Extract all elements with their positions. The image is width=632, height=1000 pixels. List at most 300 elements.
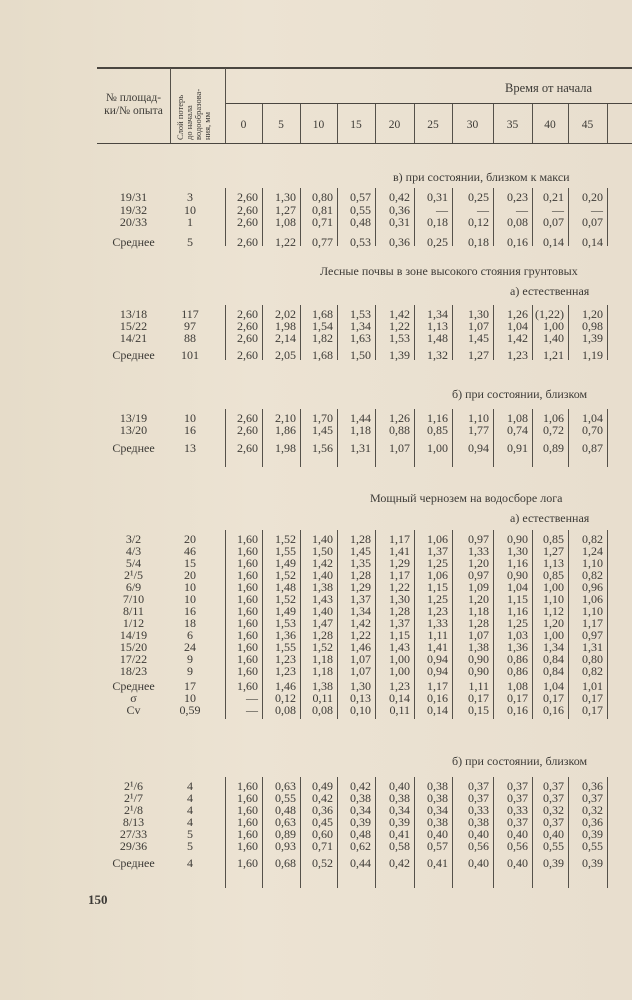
table-row-value: 1,34 <box>350 319 371 333</box>
average-row-label: Среднее <box>112 235 155 249</box>
table-row-label: 18/23 <box>119 664 148 678</box>
table-row-loss: 3 <box>187 190 193 204</box>
table-row-value: 1,82 <box>312 331 333 345</box>
average-row-value: 1,19 <box>582 348 603 362</box>
stat-row-value: 0,16 <box>507 703 528 717</box>
table-row-value: 1,37 <box>427 544 448 558</box>
table-row-value: 1,16 <box>427 411 448 425</box>
stat-row-value: 0,17 <box>468 691 489 705</box>
average-row-value: 1,04 <box>543 679 564 693</box>
table-row-value: 1,22 <box>350 628 371 642</box>
table-row-value: 0,84 <box>543 664 564 678</box>
table-row-label: 2¹/8 <box>124 803 143 817</box>
average-row-value: 0,41 <box>427 856 448 870</box>
col-header-losses: Слой потерь до начала водообразова- ния, мм <box>175 88 212 140</box>
table-row-label: 1/12 <box>122 616 145 630</box>
table-row-value: 1,13 <box>543 556 564 570</box>
table-row-value: 1,06 <box>427 568 448 582</box>
time-header: Время от начала <box>505 81 593 95</box>
table-row-value: 0,63 <box>275 779 296 793</box>
table-row-value: 1,60 <box>237 664 258 678</box>
table-row-value: 0,40 <box>468 827 489 841</box>
header-vline <box>225 68 226 143</box>
time-col-header: 10 <box>312 119 325 131</box>
table-row-label: 2¹/5 <box>124 568 143 582</box>
average-row-value: 1,27 <box>468 348 489 362</box>
table-row-value: 1,60 <box>237 779 258 793</box>
header-top-rule <box>97 67 632 69</box>
table-row-value: 1,07 <box>350 652 371 666</box>
stat-row-value: 0,17 <box>582 703 603 717</box>
table-row-value: 1,18 <box>312 652 333 666</box>
average-row-value: 0,77 <box>312 235 333 249</box>
table-row-value: 0,07 <box>543 215 564 229</box>
average-row-value: 1,68 <box>312 348 333 362</box>
table-row-value: (1,22) <box>535 307 564 321</box>
time-col-header: 20 <box>388 119 401 131</box>
table-row-value: 0,55 <box>275 791 296 805</box>
table-row-value: 1,22 <box>389 319 410 333</box>
table-row-value: 0,72 <box>543 423 564 437</box>
stat-row-value: 0,12 <box>275 691 296 705</box>
average-row-value: 0,40 <box>468 856 489 870</box>
table-row-value: 0,90 <box>468 652 489 666</box>
table-row-value: 1,60 <box>237 556 258 570</box>
table-row-value: 0,60 <box>312 827 333 841</box>
table-row-loss: 20 <box>184 532 196 546</box>
table-row-value: 1,07 <box>468 628 489 642</box>
table-row-value: 1,60 <box>237 628 258 642</box>
table-row-value: 0,81 <box>312 203 333 217</box>
average-row-value: 1,32 <box>427 348 448 362</box>
table-row-value: 0,98 <box>582 319 603 333</box>
table-row-value: 1,18 <box>312 664 333 678</box>
table-row-value: 0,37 <box>507 779 528 793</box>
table-row-value: 1,98 <box>275 319 296 333</box>
table-row-value: 0,34 <box>427 803 448 817</box>
table-row-label: 13/18 <box>119 307 148 321</box>
table-row-value: 1,33 <box>427 616 448 630</box>
table-row-value: — <box>591 203 603 217</box>
average-row-label: Среднее <box>112 856 155 870</box>
stat-row-label: σ <box>130 691 137 705</box>
table-row-value: 1,52 <box>275 568 296 582</box>
table-row-value: 0,08 <box>507 215 528 229</box>
table-row-value: 1,26 <box>389 411 410 425</box>
table-row-value: 1,17 <box>389 532 410 546</box>
average-row-value: 0,14 <box>543 235 564 249</box>
stat-row-value: 0,16 <box>427 691 448 705</box>
table-row-value: 1,45 <box>468 331 489 345</box>
table-row-loss: 9 <box>187 664 193 678</box>
average-row-loss: 13 <box>184 441 196 455</box>
table-row-label: 3/2 <box>125 532 142 546</box>
table-row-value: 1,06 <box>543 411 564 425</box>
average-row-value: 0,52 <box>312 856 333 870</box>
table-row-value: 0,45 <box>312 815 333 829</box>
table-row-value: 1,60 <box>237 580 258 594</box>
table-row-value: 1,12 <box>543 604 564 618</box>
average-row-value: 2,60 <box>237 235 258 249</box>
table-row-value: 0,85 <box>543 532 564 546</box>
table-row-value: 0,90 <box>468 664 489 678</box>
table-row-value: 1,03 <box>507 628 528 642</box>
table-row-value: 1,53 <box>389 331 410 345</box>
table-row-loss: 5 <box>187 839 193 853</box>
table-row-value: 0,38 <box>468 815 489 829</box>
table-row-value: 1,43 <box>312 592 333 606</box>
table-row-value: 0,36 <box>389 203 410 217</box>
table-row-value: 1,49 <box>275 556 296 570</box>
table-row-value: 0,39 <box>350 815 371 829</box>
table-row-loss: 6 <box>187 628 193 642</box>
table-row-value: 0,49 <box>312 779 333 793</box>
table-row-value: 1,23 <box>275 664 296 678</box>
table-row-value: 1,40 <box>543 331 564 345</box>
table-row-value: 1,24 <box>582 544 603 558</box>
table-row-value: 1,38 <box>468 640 489 654</box>
table-row-loss: 4 <box>187 815 193 829</box>
stat-row-value: 0,08 <box>275 703 296 717</box>
average-row-value: 0,87 <box>582 441 603 455</box>
table-row-value: 1,16 <box>507 556 528 570</box>
table-row-value: 0,96 <box>582 580 603 594</box>
table-row-value: 0,57 <box>427 839 448 853</box>
stat-row-loss: 0,59 <box>179 703 201 717</box>
table-row-value: 1,00 <box>543 319 564 333</box>
table-row-value: 1,48 <box>427 331 448 345</box>
table-row-value: 0,56 <box>468 839 489 853</box>
table-row-label: 7/10 <box>122 592 145 606</box>
table-row-value: 1,60 <box>237 791 258 805</box>
table-row-label: 8/13 <box>122 815 145 829</box>
average-row-loss: 5 <box>187 235 193 249</box>
average-row-value: 0,42 <box>389 856 410 870</box>
table-row-value: 1,17 <box>389 568 410 582</box>
time-col-header: 0 <box>240 119 247 131</box>
table-row-value: 0,58 <box>389 839 410 853</box>
table-row-value: 0,12 <box>468 215 489 229</box>
average-row-value: 1,07 <box>389 441 410 455</box>
table-row-label: 14/19 <box>119 628 148 642</box>
table-row-value: 2,60 <box>237 203 258 217</box>
table-row-value: 1,10 <box>582 556 603 570</box>
table-row-value: 0,74 <box>507 423 528 437</box>
table-row-value: 1,86 <box>275 423 296 437</box>
stat-row-value: 0,10 <box>350 703 371 717</box>
table-row-value: 0,38 <box>427 779 448 793</box>
stat-row-value: — <box>246 703 258 717</box>
table-row-value: 0,97 <box>582 628 603 642</box>
table-row-value: 1,08 <box>507 411 528 425</box>
average-row-value: 1,60 <box>237 856 258 870</box>
table-row-value: 0,80 <box>582 652 603 666</box>
table-row-value: 1,11 <box>427 628 448 642</box>
table-row-loss: 88 <box>184 331 196 345</box>
table-row-value: 1,34 <box>350 604 371 618</box>
table-row-value: 0,82 <box>582 532 603 546</box>
table-row-value: 1,60 <box>237 640 258 654</box>
table-row-value: 1,25 <box>507 616 528 630</box>
table-row-value: — <box>516 203 528 217</box>
table-row-loss: 5 <box>187 827 193 841</box>
table-row-value: 2,60 <box>237 423 258 437</box>
table-row-value: 1,44 <box>350 411 371 425</box>
table-row-label: 2¹/6 <box>124 779 143 793</box>
table-row-value: 0,97 <box>468 532 489 546</box>
table-row-value: 1,60 <box>237 592 258 606</box>
average-row-value: 0,44 <box>350 856 371 870</box>
table-row-value: 1,25 <box>427 592 448 606</box>
average-row-value: 1,39 <box>389 348 410 362</box>
average-row-value: 1,08 <box>507 679 528 693</box>
stat-row-value: 0,17 <box>507 691 528 705</box>
table-row-value: 1,60 <box>237 652 258 666</box>
table-row-value: 1,20 <box>468 592 489 606</box>
table-row-value: 0,33 <box>468 803 489 817</box>
table-row-loss: 46 <box>184 544 196 558</box>
average-row-value: 0,53 <box>350 235 371 249</box>
table-row-value: 1,30 <box>275 190 296 204</box>
average-row-value: 1,23 <box>389 679 410 693</box>
table-row-loss: 24 <box>184 640 196 654</box>
stat-row-value: 0,15 <box>468 703 489 717</box>
table-row-value: 2,60 <box>237 411 258 425</box>
table-row-value: 1,28 <box>350 568 371 582</box>
table-row-value: 0,40 <box>507 827 528 841</box>
table-row-value: 0,70 <box>582 423 603 437</box>
table-row-value: 0,31 <box>389 215 410 229</box>
table-row-value: 0,62 <box>350 839 371 853</box>
table-row-value: 1,10 <box>543 592 564 606</box>
table-row-value: 1,04 <box>507 319 528 333</box>
table-row-label: 19/32 <box>119 203 148 217</box>
table-row-value: 0,97 <box>468 568 489 582</box>
table-row-label: 5/4 <box>125 556 142 570</box>
table-row-value: 2,14 <box>275 331 296 345</box>
table-row-label: 15/22 <box>119 319 148 333</box>
table-row-value: 1,55 <box>275 640 296 654</box>
table-row-value: 1,06 <box>582 592 603 606</box>
section-subtitle: а) естественная <box>510 511 590 525</box>
table-row-value: 0,37 <box>543 779 564 793</box>
header-bottom-rule <box>97 143 632 144</box>
average-row-value: 1,21 <box>543 348 564 362</box>
table-row-loss: 4 <box>187 803 193 817</box>
table-row-value: 2,60 <box>237 319 258 333</box>
table-row-loss: 18 <box>184 616 196 630</box>
table-row-value: 1,33 <box>468 544 489 558</box>
table-row-value: 1,31 <box>582 640 603 654</box>
section-subtitle: а) естественная <box>510 284 590 298</box>
table-row-value: 0,21 <box>543 190 564 204</box>
table-row-value: 1,60 <box>237 839 258 853</box>
table-row-value: 0,40 <box>427 827 448 841</box>
table-row-loss: 4 <box>187 791 193 805</box>
average-row-value: 1,23 <box>507 348 528 362</box>
table-row-value: 2,60 <box>237 215 258 229</box>
table-row-value: 0,37 <box>582 791 603 805</box>
table-row-loss: 117 <box>181 307 199 321</box>
average-row-value: 1,56 <box>312 441 333 455</box>
average-row-value: 0,39 <box>543 856 564 870</box>
table-row-value: 1,17 <box>582 616 603 630</box>
table-row-value: 0,80 <box>312 190 333 204</box>
average-row-value: 0,40 <box>507 856 528 870</box>
section-title: Лесные почвы в зоне высокого стояния грунтовых <box>320 264 578 278</box>
table-row-value: 2,10 <box>275 411 296 425</box>
section-subtitle: в) при состоянии, близком к макси <box>393 170 570 184</box>
table-row-loss: 20 <box>184 568 196 582</box>
table-row-value: 0,38 <box>427 791 448 805</box>
table-row-value: 0,39 <box>389 815 410 829</box>
table-row-label: 8/11 <box>123 604 144 618</box>
table-row-value: 0,94 <box>427 652 448 666</box>
table-row-value: 1,28 <box>350 532 371 546</box>
table-row-value: 1,20 <box>468 556 489 570</box>
column-rule <box>607 305 608 360</box>
table-row-loss: 10 <box>184 411 196 425</box>
time-subheader-rule <box>225 103 632 104</box>
table-row-value: 1,28 <box>312 628 333 642</box>
table-row-value: 2,60 <box>237 307 258 321</box>
table-row-loss: 15 <box>184 556 196 570</box>
average-row-value: 1,60 <box>237 679 258 693</box>
average-row-value: 1,11 <box>468 679 489 693</box>
table-row-value: 1,07 <box>468 319 489 333</box>
table-row-value: 1,52 <box>275 532 296 546</box>
average-row-value: 1,01 <box>582 679 603 693</box>
table-row-value: 2,60 <box>237 331 258 345</box>
table-row-value: 1,50 <box>312 544 333 558</box>
table-row-value: 0,56 <box>507 839 528 853</box>
column-rule <box>607 530 608 719</box>
table-row-value: 1,23 <box>275 652 296 666</box>
table-row-value: 1,25 <box>427 556 448 570</box>
table-row-label: 13/20 <box>119 423 148 437</box>
table-row-value: 0,25 <box>468 190 489 204</box>
table-row-value: 1,42 <box>350 616 371 630</box>
table-row-value: 1,08 <box>275 215 296 229</box>
table-row-loss: 10 <box>184 203 196 217</box>
average-row-value: 0,94 <box>468 441 489 455</box>
table-row-value: 1,60 <box>237 815 258 829</box>
table-row-value: 1,23 <box>427 604 448 618</box>
table-row-value: 1,30 <box>389 592 410 606</box>
table-row-value: 0,48 <box>275 803 296 817</box>
table-row-value: 1,37 <box>350 592 371 606</box>
table-row-value: 0,37 <box>468 779 489 793</box>
table-row-value: 0,37 <box>507 815 528 829</box>
average-row-value: 2,05 <box>275 348 296 362</box>
table-row-value: 1,42 <box>507 331 528 345</box>
table-row-label: 29/36 <box>119 839 148 853</box>
table-row-value: 1,27 <box>543 544 564 558</box>
table-row-value: 1,60 <box>237 827 258 841</box>
table-row-value: 1,49 <box>275 604 296 618</box>
table-row-value: 0,37 <box>507 791 528 805</box>
table-row-value: 0,57 <box>350 190 371 204</box>
table-row-value: 1,63 <box>350 331 371 345</box>
table-row-loss: 10 <box>184 592 196 606</box>
table-row-value: 1,34 <box>543 640 564 654</box>
stat-row-value: — <box>246 691 258 705</box>
average-row-value: 0,18 <box>468 235 489 249</box>
table-row-value: 1,41 <box>427 640 448 654</box>
table-row-value: 1,60 <box>237 616 258 630</box>
table-row-value: 0,20 <box>582 190 603 204</box>
table-row-value: 1,18 <box>468 604 489 618</box>
table-row-value: 1,29 <box>389 556 410 570</box>
table-row-value: 1,40 <box>312 532 333 546</box>
time-col-header: 5 <box>278 119 284 131</box>
table-row-value: 1,09 <box>468 580 489 594</box>
average-row-label: Среднее <box>112 679 155 693</box>
table-row-value: 0,85 <box>427 423 448 437</box>
stat-row-value: 0,13 <box>350 691 371 705</box>
average-row-label: Среднее <box>112 441 155 455</box>
table-row-value: 1,18 <box>350 423 371 437</box>
table-row-value: 1,00 <box>389 664 410 678</box>
table-row-value: 1,60 <box>237 604 258 618</box>
table-row-value: 0,93 <box>275 839 296 853</box>
stat-row-value: 0,17 <box>543 691 564 705</box>
average-row-value: 1,98 <box>275 441 296 455</box>
table-row-value: 1,30 <box>468 307 489 321</box>
time-col-header: 30 <box>466 119 479 131</box>
table-row-value: 1,45 <box>350 544 371 558</box>
table-row-value: 1,10 <box>582 604 603 618</box>
table-row-value: 1,55 <box>275 544 296 558</box>
table-row-label: 17/22 <box>119 652 148 666</box>
table-row-loss: 1 <box>187 215 193 229</box>
table-row-value: 0,36 <box>312 803 333 817</box>
table-row-value: 0,88 <box>389 423 410 437</box>
table-row-value: 0,38 <box>427 815 448 829</box>
table-row-value: 0,23 <box>507 190 528 204</box>
table-row-value: 0,38 <box>350 791 371 805</box>
time-col-header: 35 <box>506 119 519 131</box>
page-number: 150 <box>88 892 108 907</box>
table-row-value: 0,42 <box>389 190 410 204</box>
table-row-value: 1,36 <box>507 640 528 654</box>
table-row-value: 0,71 <box>312 215 333 229</box>
table-row-value: 1,29 <box>350 580 371 594</box>
table-row-value: 0,82 <box>582 568 603 582</box>
table-row-value: 1,43 <box>389 640 410 654</box>
stat-row-value: 0,08 <box>312 703 333 717</box>
average-row-value: 0,36 <box>389 235 410 249</box>
table-row-value: 0,86 <box>507 664 528 678</box>
table-row-value: 1,15 <box>427 580 448 594</box>
table-row-value: 0,55 <box>543 839 564 853</box>
table-row-value: 1,15 <box>389 628 410 642</box>
table-row-value: 1,20 <box>582 307 603 321</box>
table-row-value: — <box>552 203 564 217</box>
table-row-value: 0,85 <box>543 568 564 582</box>
average-row-value: 2,60 <box>237 441 258 455</box>
table-row-value: 0,38 <box>389 791 410 805</box>
table-row-value: 0,42 <box>312 791 333 805</box>
table-row-value: 0,42 <box>350 779 371 793</box>
table-row-value: 0,33 <box>507 803 528 817</box>
table-row-value: 1,52 <box>312 640 333 654</box>
table-row-loss: 16 <box>184 423 196 437</box>
average-row-value: 1,17 <box>427 679 448 693</box>
table-row-value: 1,36 <box>275 628 296 642</box>
table-row-value: 1,00 <box>389 652 410 666</box>
table-row-value: 0,37 <box>543 791 564 805</box>
